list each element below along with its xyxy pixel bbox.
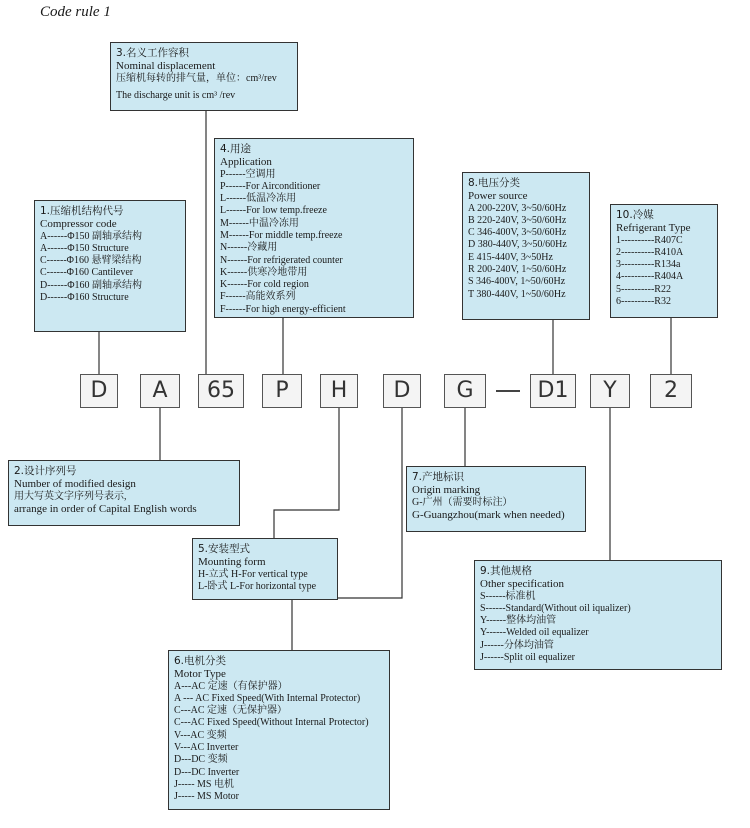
box-other-specification bbox=[474, 560, 722, 670]
code-letter-2: 2 bbox=[650, 374, 692, 408]
box8-line: T 380-440V, 1~50/60Hz bbox=[468, 288, 566, 300]
box4-line: L------For low temp.freeze bbox=[220, 205, 327, 217]
box8-line: B 220-240V, 3~50/60Hz bbox=[468, 214, 567, 226]
box4-line: N------For refrigerated counter bbox=[220, 254, 343, 266]
box5-line: H-立式 H-For vertical type bbox=[198, 568, 308, 580]
box8-line: E 415-440V, 3~50Hz bbox=[468, 251, 553, 263]
box-compressor-code bbox=[34, 200, 186, 332]
box5-line: L-卧式 L-For horizontal type bbox=[198, 580, 317, 592]
box-origin-marking bbox=[406, 466, 586, 532]
box8-heading-en: Power source bbox=[468, 190, 528, 202]
code-letter-D: D bbox=[80, 374, 118, 408]
code-letter-D-motor: D bbox=[383, 374, 421, 408]
box6-line: D---DC 变频 bbox=[174, 754, 228, 766]
box10-line: 6----------R32 bbox=[616, 295, 671, 307]
box3-line: The discharge unit is cm³ /rev bbox=[116, 89, 236, 101]
box7-heading: 7.产地标识 bbox=[412, 471, 465, 483]
box-mounting-form bbox=[192, 538, 338, 600]
code-letter-H: H bbox=[320, 374, 358, 408]
box7-line: G-广州（需要时标注） bbox=[412, 496, 513, 508]
box3-heading: 3.名义工作容积 bbox=[116, 47, 190, 59]
code-letter-P: P bbox=[262, 374, 302, 408]
box9-heading-en: Other specification bbox=[480, 578, 564, 590]
box8-line: S 346-400V, 1~50/60Hz bbox=[468, 276, 566, 288]
box-power-source bbox=[462, 172, 590, 320]
box7-heading-en: Origin marking bbox=[412, 484, 481, 496]
box4-line: M------中温冷冻用 bbox=[220, 217, 299, 229]
box9-line: S------Standard(Without oil iqualizer) bbox=[480, 602, 631, 614]
code-letter-G: G bbox=[444, 374, 486, 408]
box8-line: D 380-440V, 3~50/60Hz bbox=[468, 239, 567, 251]
box10-line: 3----------R134a bbox=[616, 259, 681, 271]
code-letter-D1: D1 bbox=[530, 374, 576, 408]
connector-5 bbox=[274, 408, 339, 538]
box6-line: J----- MS 电机 bbox=[174, 778, 234, 790]
box10-line: 1----------R407C bbox=[616, 234, 683, 246]
code-separator-dash bbox=[496, 390, 520, 392]
box1-line: A------Φ150 Structure bbox=[40, 242, 129, 254]
box-nominal-displacement bbox=[110, 42, 298, 111]
box4-line: M------For middle temp.freeze bbox=[220, 229, 343, 241]
box4-line: P------空调用 bbox=[220, 168, 276, 180]
box3-line: 压缩机每转的排气量，单位：cm³/rev bbox=[116, 72, 277, 84]
box4-line: K------For cold region bbox=[220, 279, 309, 291]
box1-heading: 1.压缩机结构代号 bbox=[40, 205, 124, 217]
box6-line: C---AC 定速（无保护器） bbox=[174, 705, 288, 717]
box6-line: V---AC 变频 bbox=[174, 729, 227, 741]
box1-line: D------Φ160 副轴承结构 bbox=[40, 279, 143, 291]
box9-line: Y------整体均油管 bbox=[480, 615, 557, 627]
box6-heading: 6.电机分类 bbox=[174, 655, 227, 667]
box7-line: G-Guangzhou(mark when needed) bbox=[412, 508, 565, 521]
box10-line: 4----------R404A bbox=[616, 271, 684, 283]
box-application bbox=[214, 138, 414, 318]
box9-line: J------分体均油管 bbox=[480, 639, 554, 651]
box4-line: F------For high energy-efficient bbox=[220, 303, 346, 315]
box1-line: C------Φ160 Cantilever bbox=[40, 267, 134, 279]
box4-line: P------For Airconditioner bbox=[220, 180, 321, 192]
box1-line: D------Φ160 Structure bbox=[40, 291, 129, 303]
box9-line: S------标准机 bbox=[480, 590, 536, 602]
box2-line: 用大写英文字序列号表示, bbox=[14, 490, 127, 502]
box5-heading-en: Mounting form bbox=[198, 556, 266, 568]
box6-line: C---AC Fixed Speed(Without Internal Protector) bbox=[174, 717, 369, 729]
box4-line: K------供寒冷地带用 bbox=[220, 266, 308, 278]
box9-line: J------Split oil equalizer bbox=[480, 651, 575, 663]
box2-heading: 2.设计序列号 bbox=[14, 465, 77, 477]
box1-line: C------Φ160 悬臂梁结构 bbox=[40, 255, 142, 267]
diagram-title: Code rule 1 bbox=[40, 4, 111, 20]
box8-line: C 346-400V, 3~50/60Hz bbox=[468, 227, 567, 239]
box6-line: A---AC 定速（有保护器） bbox=[174, 680, 288, 692]
box10-line: 2----------R410A bbox=[616, 246, 684, 258]
box10-line: 5----------R22 bbox=[616, 283, 671, 295]
box4-heading: 4.用途 bbox=[220, 143, 252, 155]
code-letter-A: A bbox=[140, 374, 180, 408]
code-letter-Y: Y bbox=[590, 374, 630, 408]
box8-line: A 200-220V, 3~50/60Hz bbox=[468, 202, 567, 214]
code-letter-65: 65 bbox=[198, 374, 244, 408]
connector-6 bbox=[292, 408, 402, 650]
box8-heading: 8.电压分类 bbox=[468, 177, 521, 189]
box8-line: R 200-240V, 1~50/60Hz bbox=[468, 263, 567, 275]
box-modified-design bbox=[8, 460, 240, 526]
box4-heading-en: Application bbox=[220, 156, 272, 168]
box5-heading: 5.安装型式 bbox=[198, 543, 251, 555]
box6-line: V---AC Inverter bbox=[174, 741, 239, 753]
box3-heading-en: Nominal displacement bbox=[116, 60, 216, 72]
box2-heading-en: Number of modified design bbox=[14, 478, 136, 490]
box6-line: A --- AC Fixed Speed(With Internal Protector) bbox=[174, 692, 361, 704]
box9-heading: 9.其他规格 bbox=[480, 565, 533, 577]
box4-line: L------低温冷冻用 bbox=[220, 193, 297, 205]
box2-line: arrange in order of Capital English words bbox=[14, 502, 197, 515]
box1-heading-en: Compressor code bbox=[40, 218, 117, 230]
box10-heading: 10.冷媒 bbox=[616, 209, 654, 221]
box9-line: Y------Welded oil equalizer bbox=[480, 627, 589, 639]
box-refrigerant-type bbox=[610, 204, 718, 318]
box6-line: D---DC Inverter bbox=[174, 766, 240, 778]
box10-heading-en: Refrigerant Type bbox=[616, 222, 691, 234]
box6-heading-en: Motor Type bbox=[174, 668, 226, 680]
box1-line: A------Φ150 副轴承结构 bbox=[40, 230, 143, 242]
box4-line: N------冷藏用 bbox=[220, 242, 278, 254]
box6-line: J----- MS Motor bbox=[174, 791, 239, 803]
box4-line: F------高能效系列 bbox=[220, 291, 296, 303]
box-motor-type bbox=[168, 650, 390, 810]
